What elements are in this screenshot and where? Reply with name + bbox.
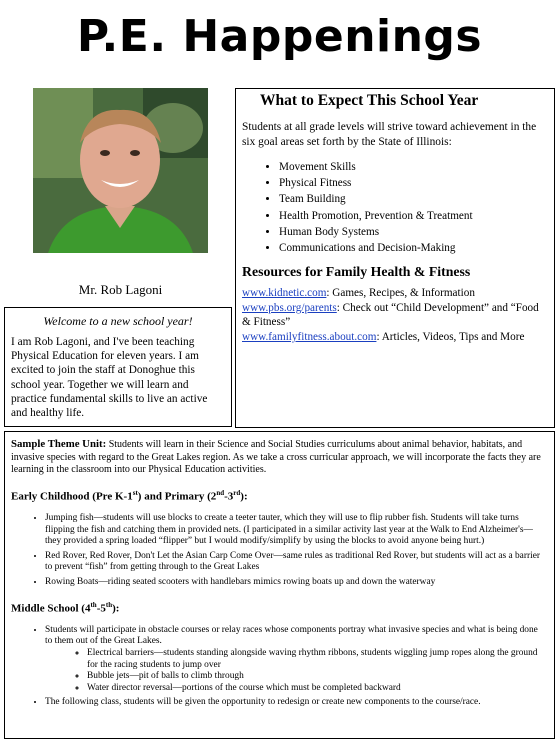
newsletter-title: P.E. Happenings — [76, 11, 483, 62]
theme-unit-box — [4, 431, 555, 739]
activity-item: • Red Rover, Red Rover, Don't Let the Asian Carp Come Over—same rules as traditional Red Rover, but students will act as a barrier to prevent “fish” from getting through to the Great Lakes — [45, 551, 546, 574]
pbs-parents-link[interactable]: www.pbs.org/parents — [242, 301, 337, 314]
expectations-heading: What to Expect This School Year — [260, 92, 479, 109]
teacher-caption: Mr. Rob Lagoni — [78, 282, 163, 297]
early-activity-list — [5, 513, 554, 589]
resource-item: www.kidnetic.com: Games, Recipes, & Information — [242, 287, 475, 300]
early-childhood-heading: Early Childhood (Pre K-1st) and Primary (2nd-3rd): — [11, 488, 248, 503]
goal-item: • Human Body Systems — [279, 224, 554, 240]
goal-item: • Communications and Decision-Making — [279, 240, 554, 256]
welcome-heading: Welcome to a new school year! — [43, 314, 193, 328]
goal-item: • Movement Skills — [279, 159, 554, 175]
resources-heading: Resources for Family Health & Fitness — [242, 264, 471, 280]
teacher-photo — [33, 88, 208, 253]
sub-activity-item: ◦ Electrical barriers—students standing alongside waving rhythm ribbons, students wiggling jump ropes along the ground for the racing students to jump over — [87, 648, 546, 671]
obstacle-components-list — [45, 648, 546, 694]
familyfitness-link[interactable]: www.familyfitness.about.com — [242, 331, 377, 343]
middle-school-heading: Middle School (4th-5th): — [11, 600, 120, 615]
resource-item: www.familyfitness.about.com: Articles, Videos, Tips and More — [242, 331, 525, 343]
resource-item: www.pbs.org/parents: Check out “Child Development” and “Food & Fitness” — [242, 301, 539, 329]
kidnetic-link[interactable]: www.kidnetic.com — [242, 287, 327, 300]
welcome-box — [4, 307, 232, 427]
goal-item: • Health Promotion, Prevention & Treatment — [279, 208, 554, 224]
activity-item: • Jumping fish—students will use blocks to create a teeter tauter, which they will use to flip rubber fish. Students will take turns flipping the fish and catching them in provided nets. (I participated in a similar activity last year at the Walk to End Alzheimer's—they provided a spring loaded “flipper” but I would modify/simplify by using the blocks to avoid anyone being hurt.) — [45, 513, 546, 548]
activity-item: • The following class, students will be given the opportunity to redesign or create new components to the course/race. — [45, 697, 546, 709]
theme-label: Sample Theme Unit: — [11, 438, 107, 450]
sub-activity-item: ◦ Water director reversal—portions of the course which must be completed backward — [87, 683, 546, 695]
activity-item: • Rowing Boats—riding seated scooters with handlebars mimics rowing boats up and down the waterway — [45, 577, 546, 589]
welcome-body: I am Rob Lagoni, and I've been teaching Physical Education for eleven years. I am excited to join the staff at Donoghue this school year. Together we will learn and practice fundamental skills to live an active and healthy life. — [11, 336, 208, 420]
activity-item: • Students will participate in obstacle courses or relay races whose components portray what invasive species and what is being done to them out of the Great Lakes. ◦ Electrical barriers—students standing alongside waving rhythm ribbons, students wiggling jump ropes along the ground for the racing students to jump over ◦ Bubble jets—pit of balls to climb through ◦ Water director reversal—portions of the course which must be completed backward — [45, 625, 546, 695]
expectations-intro: Students at all grade levels will strive toward achievement in the six goal areas set forth by the State of Illinois: — [242, 121, 537, 148]
expectations-box — [235, 88, 555, 428]
goal-list — [236, 159, 554, 256]
goal-item: • Team Building — [279, 191, 554, 207]
theme-intro: Sample Theme Unit: Students will learn in their Science and Social Studies curriculums about animal behavior, habitats, and invasive species with regard to the Great Lakes region. As we take a cross curricular approach, we will incorporate the facts they are learning in the classroom into our Physical Education activities. — [11, 438, 541, 476]
resources-list — [242, 286, 548, 344]
middle-activity-list — [5, 625, 554, 709]
goal-item: • Physical Fitness — [279, 175, 554, 191]
sub-activity-item: ◦ Bubble jets—pit of balls to climb through — [87, 671, 546, 683]
